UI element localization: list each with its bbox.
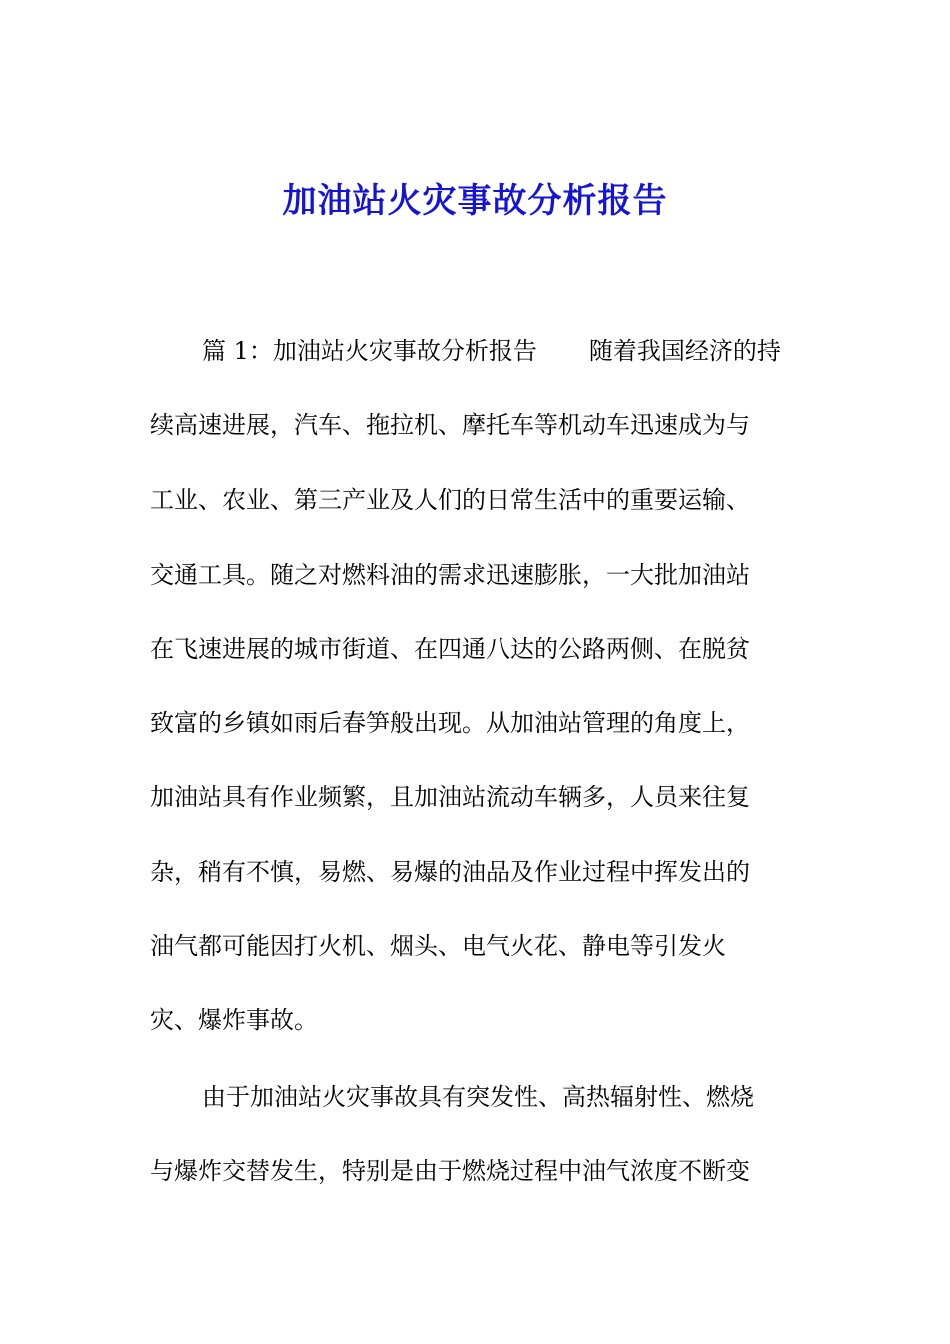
- paragraph-2-line-1: 由于加油站火灾事故具有突发性、高热辐射性、燃烧: [202, 1083, 754, 1111]
- paragraph-1-line-5: 在飞速进展的城市街道、在四通八达的公路两侧、在脱贫: [150, 635, 750, 663]
- paragraph-1-line-3: 工业、农业、第三产业及人们的日常生活中的重要运输、: [150, 486, 750, 514]
- document-title: 加油站火灾事故分析报告: [282, 181, 668, 221]
- paragraph-2-line-2: 与爆炸交替发生，特别是由于燃烧过程中油气浓度不断变: [150, 1157, 750, 1185]
- paragraph-1-line-1-text: 随着我国经济的持: [588, 337, 781, 365]
- paragraph-1-line-4: 交通工具。随之对燃料油的需求迅速膨胀，一大批加油站: [150, 561, 750, 589]
- paragraph-1-line-9: 油气都可能因打火机、烟头、电气火花、静电等引发火: [150, 932, 726, 960]
- paragraph-1-line-7: 加油站具有作业频繁，且加油站流动车辆多，人员来往复: [150, 783, 750, 811]
- section-label: 篇 1：加油站火灾事故分析报告: [202, 337, 537, 365]
- paragraph-1-line-1: [202, 334, 781, 368]
- paragraph-1-line-6: 致富的乡镇如雨后春笋般出现。从加油站管理的角度上，: [150, 709, 750, 737]
- paragraph-1-line-8: 杂，稍有不慎，易燃、易爆的油品及作业过程中挥发出的: [150, 858, 750, 886]
- paragraph-1-line-2: 续高速进展，汽车、拖拉机、摩托车等机动车迅速成为与: [150, 411, 750, 439]
- paragraph-1-line-10: 灾、爆炸事故。: [150, 1006, 318, 1034]
